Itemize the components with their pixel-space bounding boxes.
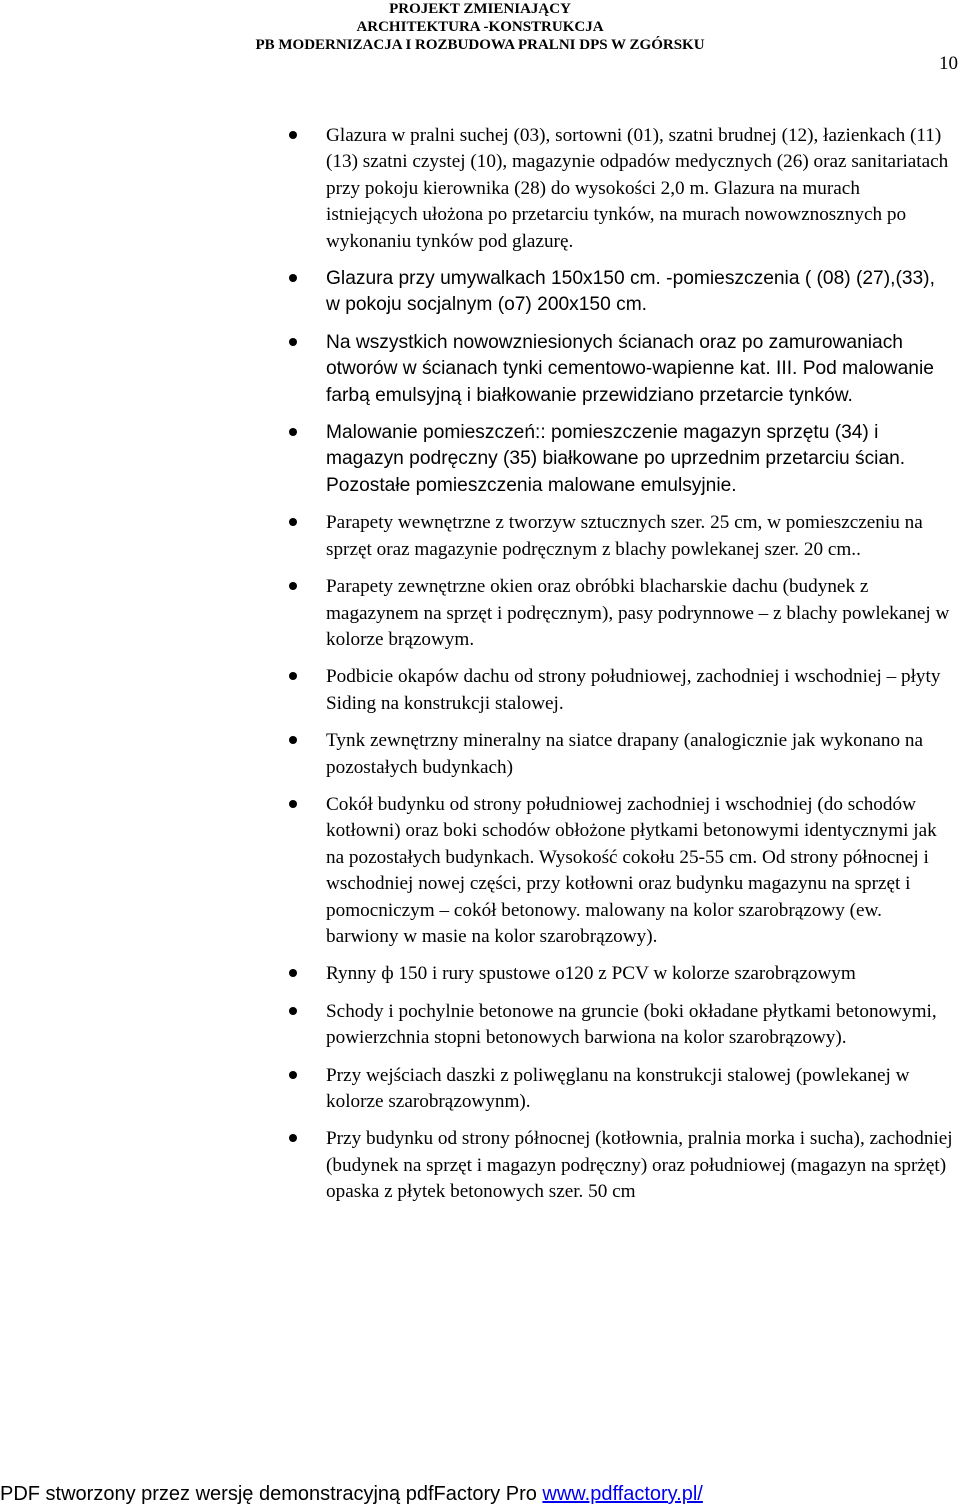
document-body	[282, 123, 954, 1217]
pdf-footer	[0, 1478, 960, 1510]
list-item	[282, 510, 954, 563]
list-item	[282, 664, 954, 717]
list-item	[282, 1063, 954, 1116]
bullet-icon	[289, 800, 297, 808]
list-item-text: Na wszystkich nowowzniesionych ścianach oraz po zamurowaniach otworów w ścianach tynki cementowo-wapienne kat. III. Pod malowanie farbą emulsyjną i białkowanie przewidziano przetarcie tynków.	[326, 331, 934, 406]
header-project-title: PB MODERNIZACJA I ROZBUDOWA PRALNI DPS W ZGÓRSKU	[255, 37, 705, 53]
bullet-icon	[289, 582, 297, 590]
bullet-icon	[289, 518, 297, 526]
list-item	[282, 330, 954, 409]
bullet-icon	[289, 672, 297, 680]
bullet-icon	[289, 1134, 297, 1142]
list-item-text: Tynk zewnętrzny mineralny na siatce drapany (analogicznie jak wykonano na pozostałych budynkach)	[326, 730, 923, 778]
list-item-text: Glazura w pralni suchej (03), sortowni (01), szatni brudnej (12), łazienkach (11) (13) szatni czystej (10), magazynie odpadów medycznych (26) oraz sanitariatach przy pokoju kierownika (28) do wysokości 2,0 m. Glazura na murach istniejących ułożona po przetarciu tynków, na murach nowowznosznych po wykonaniu tynków pod glazurę.	[326, 125, 949, 252]
footer-text: PDF stworzony przez wersję demonstracyjną pdfFactory Pro	[0, 1483, 543, 1505]
list-item-text: Glazura przy umywalkach 150x150 cm. -pomieszczenia ( (08) (27),(33), w pokoju socjalnym (o7) 200x150 cm.	[326, 268, 935, 316]
header-project-type: PROJEKT ZMIENIAJĄCY	[389, 1, 571, 17]
list-item	[282, 999, 954, 1052]
list-item	[282, 1126, 954, 1205]
bullet-icon	[289, 736, 297, 744]
bullet-icon	[289, 1007, 297, 1015]
list-item	[282, 123, 954, 255]
list-item	[282, 420, 954, 499]
header-discipline: ARCHITEKTURA -KONSTRUKCJA	[356, 19, 604, 35]
list-item	[282, 961, 954, 987]
list-item-text: Przy budynku od strony północnej (kotłownia, pralnia morka i sucha), zachodniej (budynek na sprzęt i magazyn podręczny) oraz południowej (magazyn na sprżęt) opaska z płytek betonowych szer. 50 cm	[326, 1128, 953, 1203]
footer-link[interactable]: www.pdffactory.pl/	[542, 1483, 703, 1505]
list-item	[282, 574, 954, 653]
bullet-list	[282, 123, 954, 1206]
page-number: 10	[939, 53, 958, 74]
list-item-text: Podbicie okapów dachu od strony południowej, zachodniej i wschodniej – płyty Siding na konstrukcji stalowej.	[326, 666, 941, 714]
list-item-text: Cokół budynku od strony południowej zachodniej i wschodniej (do schodów kotłowni) oraz boki schodów obłożone płytkami betonowymi identycznymi jak na pozostałych budynkach. Wysokość cokołu 25-55 cm. Od strony północnej i wschodniej nowej części, przy kotłowni oraz budynku magazynu na sprzęt i pomocniczym – cokół betonowy. malowany na kolor szarobrązowy (ew. barwiony w masie na kolor szarobrązowy).	[326, 793, 937, 947]
bullet-icon	[289, 131, 297, 139]
list-item-text: Parapety zewnętrzne okien oraz obróbki blacharskie dachu (budynek z magazynem na sprzęt i podręcznym), pasy podrynnowe – z blachy powlekanej w kolorze brązowym.	[326, 576, 950, 650]
list-item-text: Schody i pochylnie betonowe na gruncie (boki okładane płytkami betonowymi, powierzchnia stopni betonowych barwiona na kolor szarobrązowy).	[326, 1000, 937, 1049]
bullet-icon	[289, 274, 297, 282]
bullet-icon	[289, 1071, 297, 1079]
list-item	[282, 266, 954, 319]
document-header	[0, 0, 960, 54]
list-item	[282, 728, 954, 781]
bullet-icon	[289, 338, 297, 346]
list-item-text: Malowanie pomieszczeń:: pomieszczenie magazyn sprzętu (34) i magazyn podręczny (35) białkowane po uprzednim przetarciu ścian. Pozostałe pomieszczenia malowane emulsyjnie.	[326, 422, 906, 496]
bullet-icon	[289, 969, 297, 977]
bullet-icon	[289, 428, 297, 436]
list-item	[282, 792, 954, 950]
list-item-text: Rynny ф 150 i rury spustowe o120 z PCV w kolorze szarobrązowym	[326, 963, 856, 985]
list-item-text: Parapety wewnętrzne z tworzyw sztucznych szer. 25 cm, w pomieszczeniu na sprzęt oraz magazynie podręcznym z blachy powlekanej szer. 20 cm..	[326, 512, 923, 560]
list-item-text: Przy wejściach daszki z poliwęglanu na konstrukcji stalowej (powlekanej w kolorze szarobrązowynm).	[326, 1064, 910, 1112]
